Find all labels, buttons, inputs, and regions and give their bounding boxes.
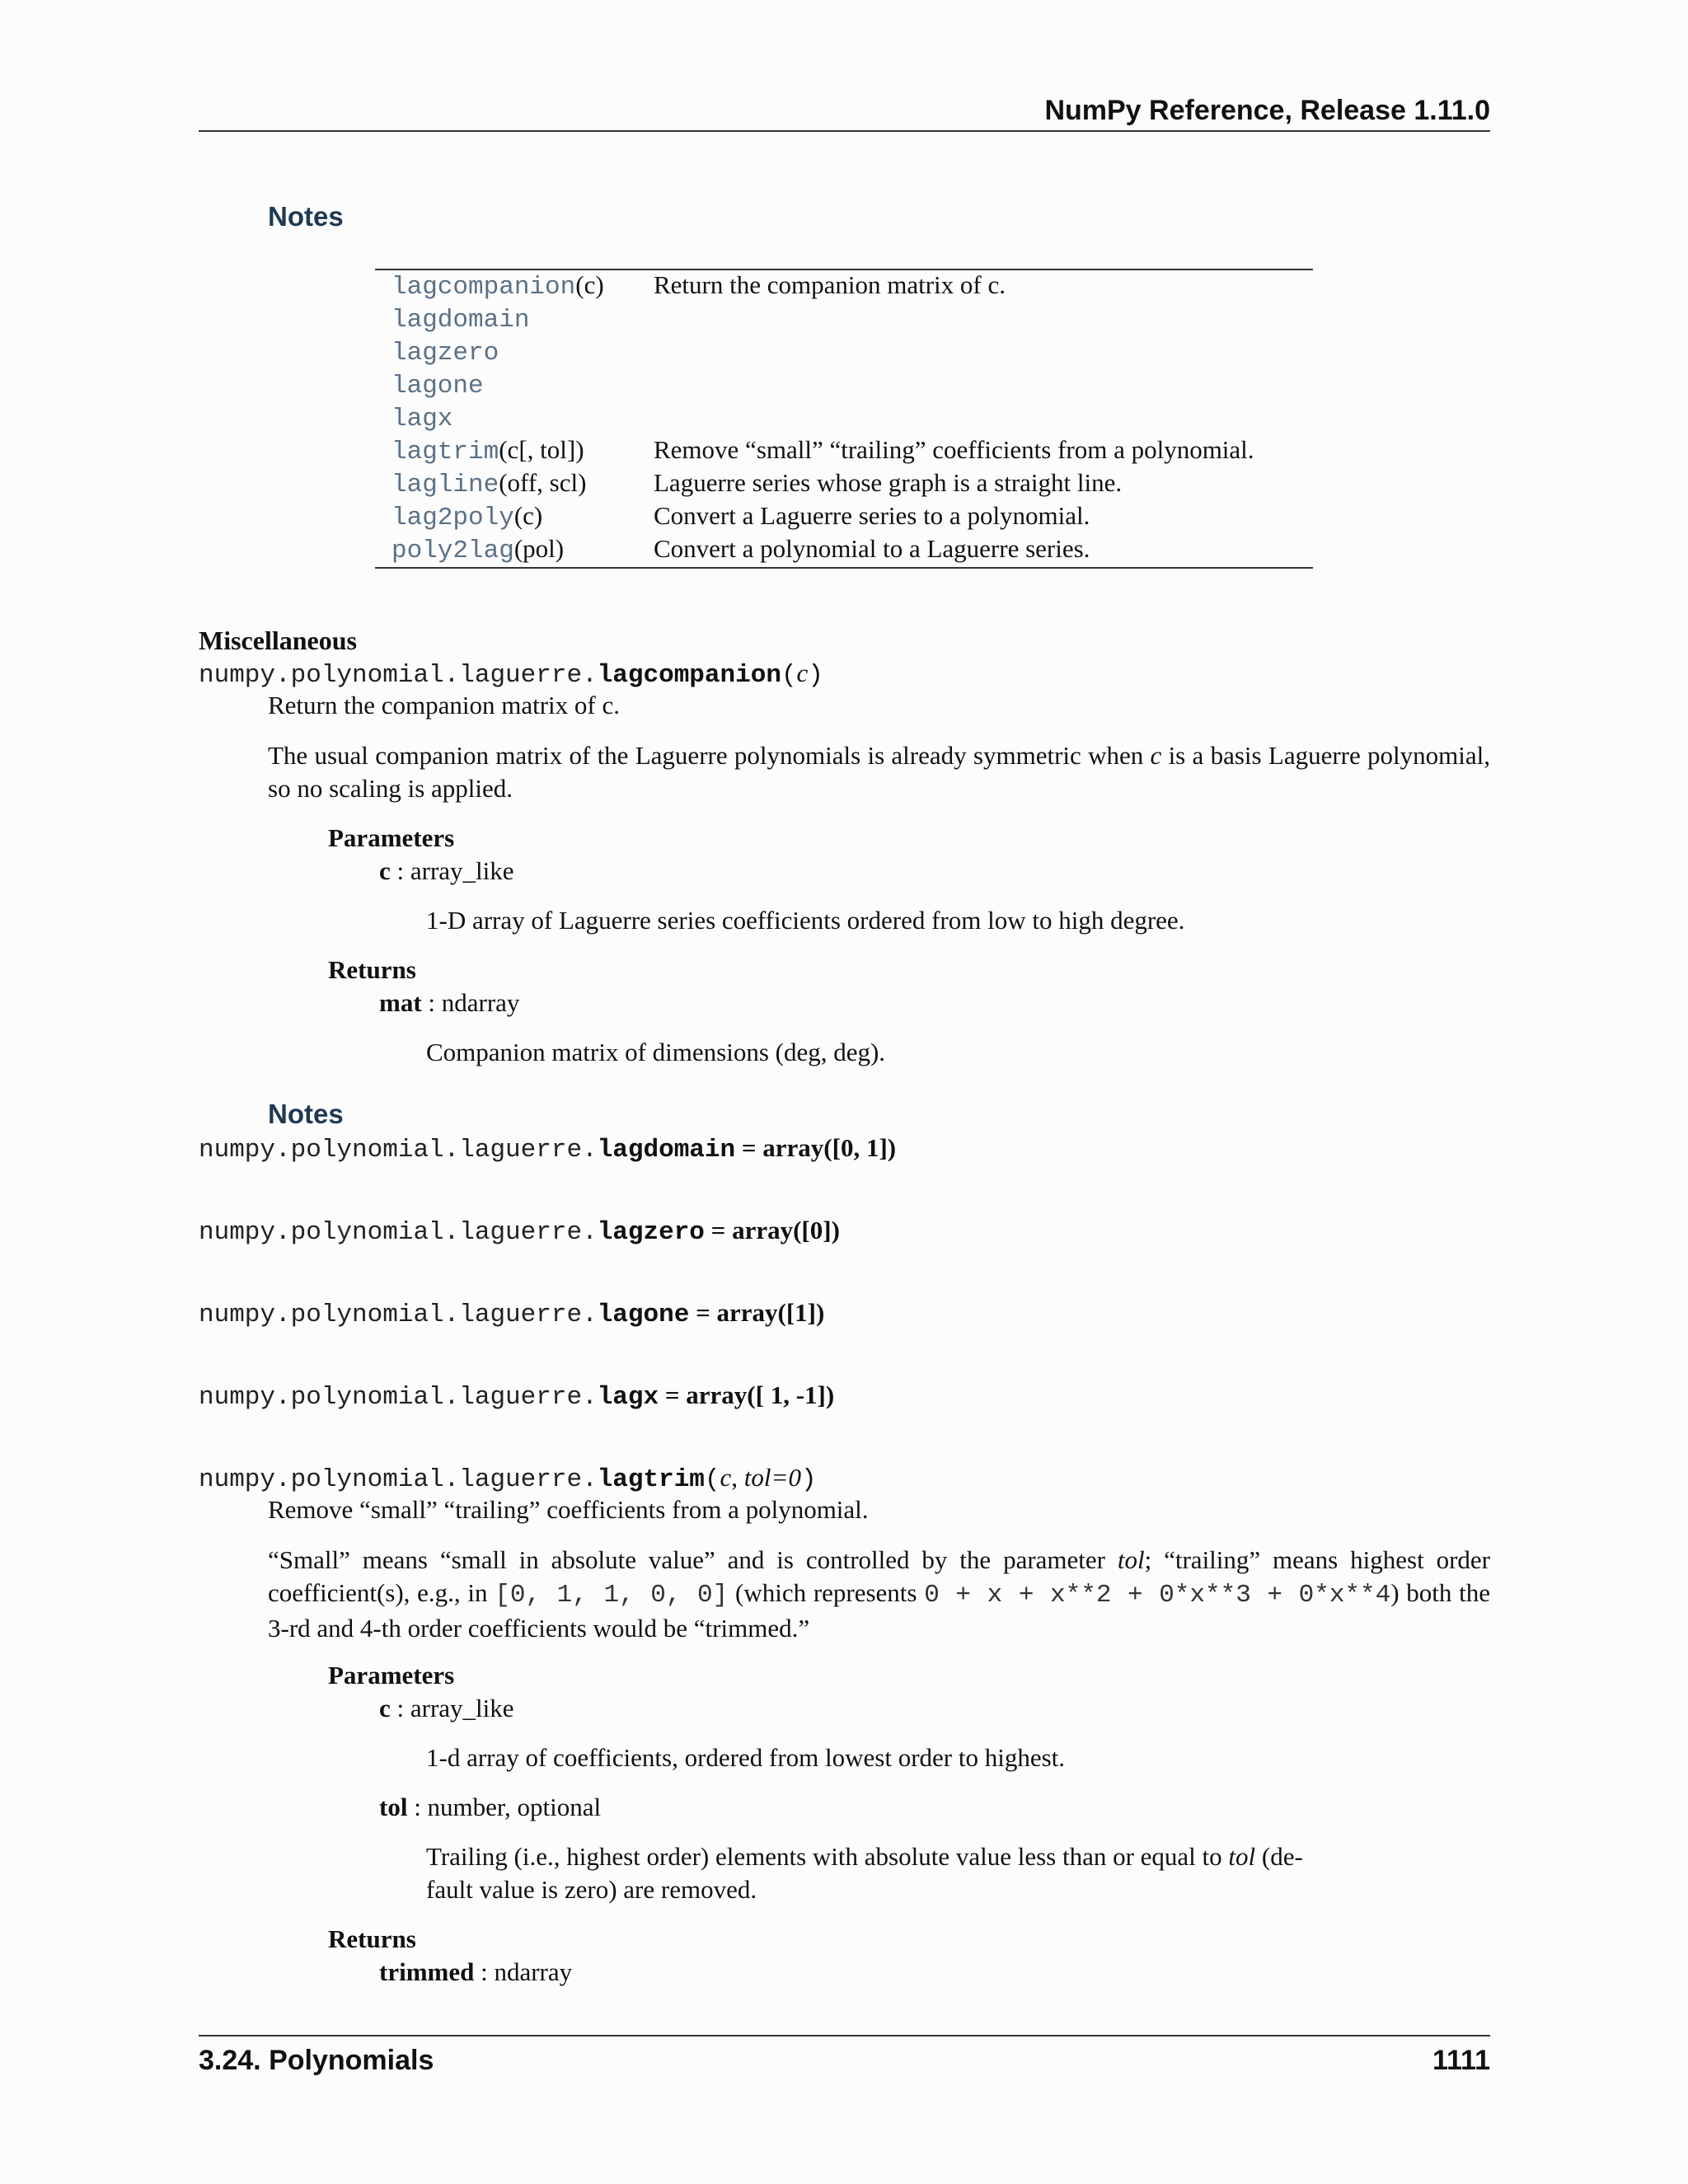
table-cell-function [392, 532, 564, 568]
sig-sep: , [731, 1463, 744, 1492]
param-c-description: 1-d array of coefficients, ordered from lowest order to highest. [426, 1743, 1066, 1772]
table-cell-function [392, 466, 586, 502]
table-cell-function [392, 269, 604, 304]
constant-name: lagdomain [597, 1136, 736, 1165]
signature-prefix: numpy.polynomial.laguerre. [199, 1383, 598, 1412]
constant-name: lagone [597, 1301, 690, 1329]
desc-arg: tol [1117, 1545, 1145, 1574]
signature-prefix: numpy.polynomial.laguerre. [199, 1136, 598, 1165]
table-cell-function [392, 499, 542, 535]
constant-value: = array([0, 1]) [735, 1133, 897, 1162]
table-cell-description: Remove “small” “trailing” coefficients from a polynomial. [654, 435, 1254, 464]
constant-value: = array([1]) [689, 1298, 825, 1327]
lagtrim-summary: Remove “small” “trailing” coefficients from a polynomial. [268, 1495, 869, 1524]
parameters-label: Parameters [328, 823, 455, 852]
param-tol-description-line1 [426, 1840, 1303, 1873]
desc-text: ; “trailing” means highest order coefficient(s), e.g., in [268, 1545, 1490, 1607]
constant-value: = array([ 1, -1]) [659, 1380, 835, 1409]
footer-rule [199, 2035, 1490, 2036]
constant-signature [199, 1132, 896, 1167]
inline-code: 0 + x + x**2 + 0*x**3 + 0*x**4 [924, 1581, 1391, 1610]
signature-prefix: numpy.polynomial.laguerre. [199, 1218, 598, 1247]
page-number: 1111 [1432, 2045, 1490, 2076]
param-c-description: 1-D array of Laguerre series coefficients ordered from low to high degree. [426, 906, 1185, 935]
lagtrim-description [268, 1544, 1490, 1645]
constant-value: = array([0]) [704, 1216, 840, 1244]
param-name: tol [379, 1793, 408, 1821]
desc-arg: tol [1228, 1842, 1256, 1871]
desc-text: Trailing (i.e., highest order) elements with absolute value less than or equal to [426, 1842, 1229, 1871]
function-link[interactable]: lagone [392, 372, 484, 401]
return-trimmed [379, 1956, 572, 1989]
table-cell-function [392, 401, 452, 436]
function-args: (c) [575, 270, 604, 299]
return-mat-description: Companion matrix of dimensions (deg, deg). [426, 1038, 886, 1066]
function-link[interactable]: lagtrim [392, 438, 499, 466]
lagtrim-signature [199, 1461, 817, 1497]
table-cell-function [392, 434, 584, 469]
desc-text: The usual companion matrix of the Laguerre polynomials is already symmetric when [268, 741, 1151, 770]
param-c [379, 855, 514, 888]
table-cell-function [392, 335, 499, 370]
sig-arg: c [720, 1463, 732, 1492]
signature-prefix: numpy.polynomial.laguerre. [199, 1465, 598, 1494]
parameters-label: Parameters [328, 1661, 455, 1690]
table-cell-description: Convert a Laguerre series to a polynomial. [654, 501, 1090, 530]
desc-text: (which represents [728, 1578, 925, 1607]
param-type: : array_like [390, 1694, 514, 1722]
function-args: (c[, tol]) [499, 435, 584, 464]
constant-signature [199, 1296, 824, 1332]
desc-arg: c [1150, 741, 1162, 770]
return-mat [379, 987, 519, 1019]
desc-text: (de- [1255, 1842, 1303, 1871]
function-args: (pol) [513, 534, 565, 563]
return-type: : ndarray [421, 988, 520, 1017]
running-header: NumPy Reference, Release 1.11.0 [1044, 95, 1490, 126]
desc-text: is a basis Laguerre polynomial, so no scaling is applied. [268, 741, 1490, 803]
param-type: : number, optional [407, 1793, 602, 1821]
lagcompanion-notes-heading: Notes [268, 1099, 344, 1129]
sig-paren: ( [781, 661, 797, 690]
header-rule [199, 130, 1490, 132]
function-name: lagtrim [597, 1465, 705, 1494]
param-name: c [379, 1694, 391, 1722]
sig-paren: ) [800, 1465, 817, 1494]
function-args: (c) [513, 501, 543, 530]
constant-signature [199, 1214, 840, 1249]
inline-code: [0, 1, 1, 0, 0] [495, 1581, 729, 1610]
function-link[interactable]: lagzero [392, 339, 499, 368]
param-c [379, 1692, 514, 1725]
constant-signature [199, 1379, 834, 1414]
misc-heading: Miscellaneous [199, 626, 357, 655]
signature-prefix: numpy.polynomial.laguerre. [199, 1301, 598, 1329]
table-cell-description: Convert a polynomial to a Laguerre series. [654, 534, 1090, 563]
return-type: : ndarray [474, 1957, 573, 1986]
table-cell-function [392, 302, 529, 337]
sig-arg: c [796, 658, 809, 687]
function-link[interactable]: poly2lag [392, 537, 514, 565]
return-name: trimmed [379, 1957, 475, 1986]
function-name: lagcompanion [597, 661, 781, 690]
desc-text: ) both the 3-rd and 4-th order coefficients would be “trimmed.” [268, 1578, 1491, 1643]
param-tol-description-line2: fault value is zero) are removed. [426, 1875, 757, 1904]
table-cell-description: Return the companion matrix of c. [654, 270, 1006, 299]
function-link[interactable]: lagx [392, 405, 453, 434]
constant-name: lagzero [597, 1218, 705, 1247]
lagcompanion-signature [199, 657, 823, 692]
sig-arg: tol=0 [743, 1463, 801, 1492]
returns-label: Returns [328, 1924, 416, 1953]
function-link[interactable]: lagline [392, 471, 499, 499]
table-cell-description: Laguerre series whose graph is a straight line. [654, 468, 1123, 497]
param-tol [379, 1791, 601, 1824]
table-cell-function [392, 368, 484, 403]
table-bottom-rule [375, 567, 1313, 569]
sig-paren: ( [704, 1465, 720, 1494]
return-name: mat [379, 988, 422, 1017]
param-type: : array_like [390, 856, 514, 885]
footer-section: 3.24. Polynomials [199, 2045, 434, 2076]
notes-heading: Notes [268, 201, 344, 232]
param-name: c [379, 856, 391, 885]
returns-label: Returns [328, 955, 416, 984]
lagcompanion-summary: Return the companion matrix of c. [268, 691, 620, 719]
function-args: (off, scl) [499, 468, 587, 497]
desc-text: “Small” means “small in absolute value” and is controlled by the parameter [268, 1545, 1118, 1574]
constant-name: lagx [597, 1383, 659, 1412]
sig-paren: ) [808, 661, 823, 690]
function-link[interactable]: lagcompanion [392, 273, 576, 302]
signature-prefix: numpy.polynomial.laguerre. [199, 661, 598, 690]
lagcompanion-description [268, 739, 1490, 805]
function-link[interactable]: lag2poly [392, 504, 514, 532]
function-link[interactable]: lagdomain [392, 306, 530, 335]
